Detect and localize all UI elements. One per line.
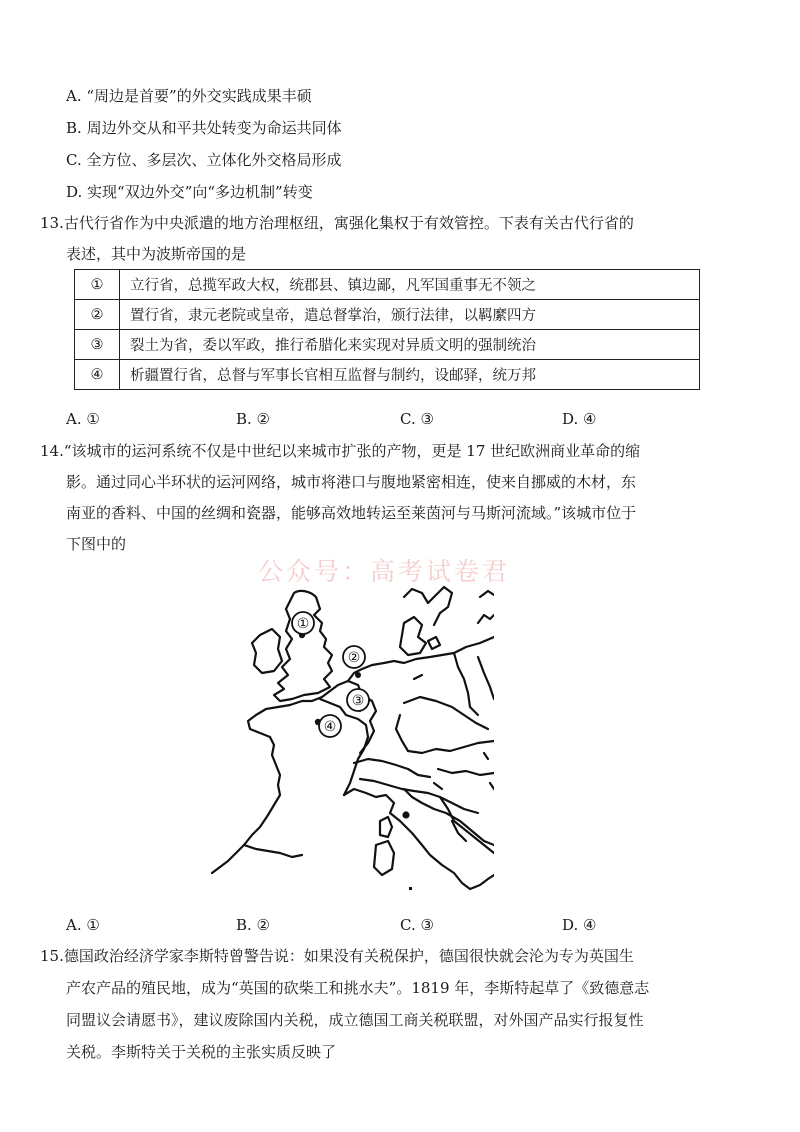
marker-3-label: ③: [351, 693, 365, 709]
table-row: [75, 330, 700, 360]
q15-stem-line-1: 15.德国政治经济学家李斯特曾警告说：如果没有关税保护，德国很快就会沦为专为英国生: [40, 947, 634, 965]
q15-stem-line-3: 同盟议会请愿书》，建议废除国内关税，成立德国工商关税联盟，对外国产品实行报复性: [66, 1011, 644, 1029]
row-text: 立行省，总揽军政大权，统郡县、镇边鄙，凡军国重事无不领之: [120, 270, 700, 300]
border-france-spain: [244, 845, 302, 857]
city-dot-2: [355, 672, 361, 678]
row-text: 置行省，隶元老院或皇帝，遣总督掌治，颁行法律，以羁縻四方: [120, 300, 700, 330]
row-number: ③: [75, 330, 120, 360]
q12-option-c-text: 全方位、多层次、立体化外交格局形成: [86, 151, 342, 169]
q12-option-c: C. 全方位、多层次、立体化外交格局形成: [66, 151, 342, 169]
row-number: ①: [75, 270, 120, 300]
q14-stem-line-3: 南亚的香料、中国的丝绸和瓷器，能够高效地转运至莱茵河与马斯河流域。”该城市位于: [66, 504, 637, 522]
q14-option-c: C. ③: [400, 916, 434, 934]
ireland-outline: [252, 629, 282, 673]
row-text: 析疆置行省，总督与军事长官相互监督与制约，设邮驿，统万邦: [120, 360, 700, 390]
corsica-outline: [380, 817, 392, 837]
q14-number: 14.: [40, 442, 64, 460]
q14-stem-line-1: 14.“该城市的运河系统不仅是中世纪以来城市扩张的产物，更是 17 世纪欧洲商业革命的缩: [40, 442, 641, 460]
border-central: [396, 715, 408, 751]
watermark: 公众号：高考试卷君: [258, 557, 511, 586]
continent-coastline: [212, 637, 494, 873]
q13-table: [74, 269, 700, 390]
q12-option-b: B. 周边外交从和平共处转变为命运共同体: [66, 119, 342, 137]
city-dot-rome: [402, 811, 409, 818]
q15-stem-line-2: 产农产品的殖民地，成为“英国的砍柴工和挑水夫”。1819 年，李斯特起草了《致德意志: [66, 979, 650, 997]
border-germany-poland: [454, 653, 478, 715]
q14-option-b: B. ②: [236, 916, 271, 934]
border-switzerland: [354, 759, 430, 777]
q14-stem-line-2: 影。通过同心半环状的运河网络，城市将港口与腹地紧密相连，使来自挪威的木材，东: [66, 473, 637, 491]
marker-1-label: ①: [296, 616, 310, 632]
great-britain-outline: [274, 591, 332, 701]
europe-map: [208, 583, 494, 893]
q12-option-d-text: 实现“双边外交”向“多边机制”转变: [87, 183, 313, 201]
italy-outline: [344, 789, 494, 889]
q14-option-a: A. ①: [66, 916, 100, 934]
q12-option-a-text: “周边是首要”的外交实践成果丰硕: [86, 87, 312, 105]
table-row: [75, 360, 700, 390]
q13-option-c: C. ③: [400, 410, 434, 428]
q14-stem-line-4: 下图中的: [66, 535, 127, 553]
q12-option-d: D. 实现“双边外交”向“多边机制”转变: [66, 183, 313, 201]
row-number: ②: [75, 300, 120, 330]
q14-option-d: D. ④: [562, 916, 597, 934]
q12-option-a: A. “周边是首要”的外交实践成果丰硕: [66, 87, 312, 105]
border-east-poland: [478, 657, 494, 699]
q13-option-b: B. ②: [236, 410, 271, 428]
marker-2-label: ②: [347, 650, 361, 666]
border-austria-hungary: [438, 769, 494, 775]
table-row: [75, 270, 700, 300]
q13-stem-line-1: 13.古代行省作为中央派遣的地方治理枢纽，寓强化集权于有效管控。下表有关古代行省的: [40, 214, 634, 232]
row-number: ④: [75, 360, 120, 390]
row-text: 裂土为省，委以军政，推行希腊化来实现对异质文明的强制统治: [120, 330, 700, 360]
q13-option-a: A. ①: [66, 410, 100, 428]
q13-options: [0, 409, 800, 429]
q14-options: [0, 915, 800, 935]
sardinia-outline: [374, 841, 394, 875]
q13-number: 13.: [40, 214, 64, 232]
q13-option-d: D. ④: [562, 410, 597, 428]
marker-4-label: ④: [323, 719, 337, 735]
table-row: [75, 300, 700, 330]
border-france-east: [344, 737, 368, 795]
q12-option-b-text: 周边外交从和平共处转变为命运共同体: [86, 119, 342, 137]
border-adriatic: [440, 797, 494, 853]
q13-stem-line-2: 表述，其中为波斯帝国的是: [66, 245, 247, 263]
border-germany-austria: [408, 741, 494, 753]
q15-number: 15.: [40, 947, 64, 965]
q15-stem-line-4: 关税。李斯特关于关税的主张实质反映了: [66, 1043, 337, 1061]
denmark-outline: [400, 617, 426, 655]
